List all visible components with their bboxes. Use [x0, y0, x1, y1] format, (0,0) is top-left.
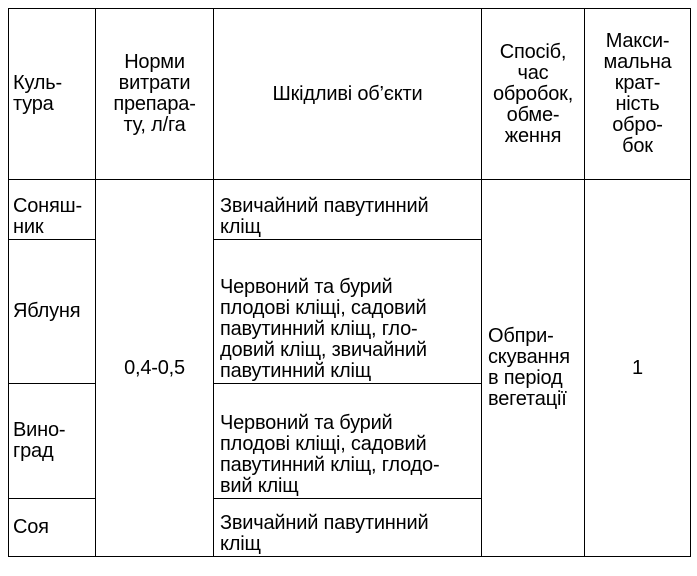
document-page [8, 8, 691, 557]
crop-cell: Яблуня [9, 240, 96, 384]
header-objects: Шкідливі об’єкти [214, 9, 482, 180]
crop-cell: Вино- град [9, 384, 96, 499]
header-max: Макси- мальна крат- ність обро- бок [585, 9, 691, 180]
header-crop: Куль- тура [9, 9, 96, 180]
crop-cell: Соняш- ник [9, 180, 96, 240]
header-method: Спосіб, час обробок, обме- ження [482, 9, 585, 180]
objects-cell: Червоний та бурий плодові кліщі, садовий павутинний кліщ, глодо- вий кліщ [214, 384, 482, 499]
pesticide-usage-table [8, 8, 691, 557]
crop-cell: Соя [9, 499, 96, 557]
header-rate: Норми витрати препара- ту, л/га [96, 9, 214, 180]
objects-cell: Червоний та бурий плодові кліщі, садовий павутинний кліщ, гло- довий кліщ, звичайний павутинний кліщ [214, 240, 482, 384]
rate-cell: 0,4-0,5 [96, 180, 214, 557]
objects-cell: Звичайний павутинний кліщ [214, 499, 482, 557]
table-row [9, 180, 691, 240]
max-cell: 1 [585, 180, 691, 557]
objects-cell: Звичайний павутинний кліщ [214, 180, 482, 240]
method-cell: Обпри- скування в період вегетації [482, 180, 585, 557]
table-header-row [9, 9, 691, 180]
